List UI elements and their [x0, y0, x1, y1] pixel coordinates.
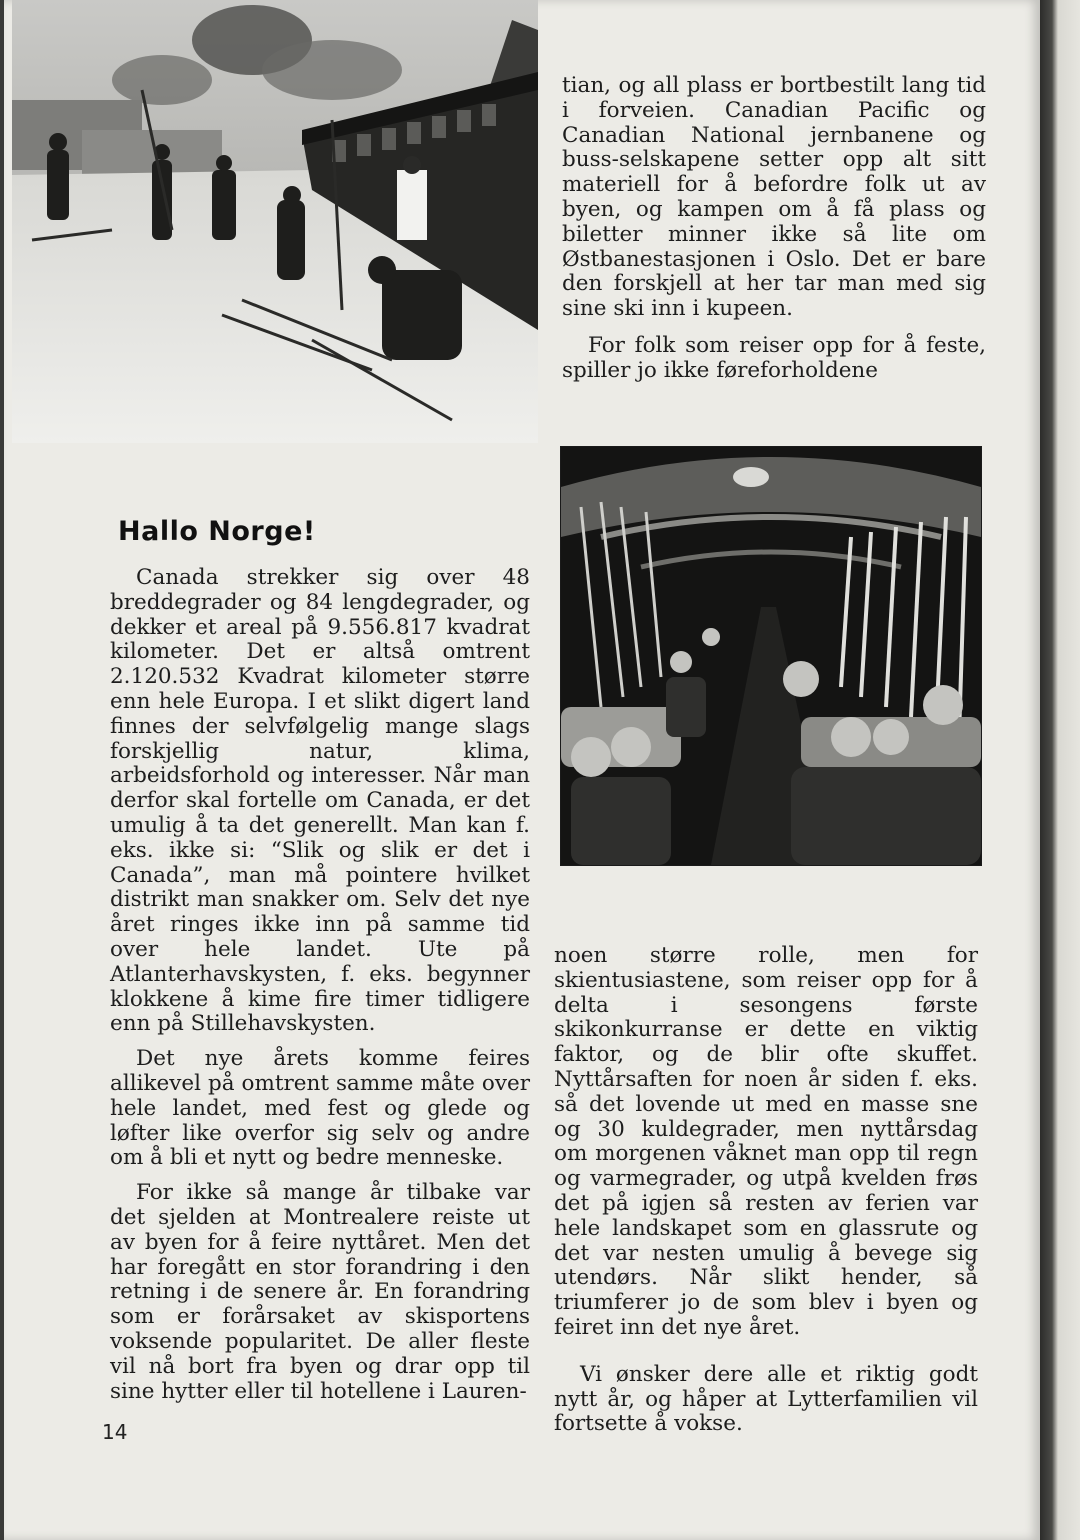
- paragraph: Det nye årets komme feires allikevel på omtrent samme måte over hele landet, med fest og glede og løfter like overfor sig selv og andre om å bli et nytt og bedre menneske.: [110, 1046, 530, 1171]
- photo-skiers-at-train-image: [12, 0, 538, 443]
- paragraph: tian, og all plass er bortbestilt lang tid i forveien. Canadian Pacific og Canadian National jernbanene og buss-selskapene setter opp alt sitt materiell for å befordre folk ut av byen, og kampen om å få plass og biletter minner ikke så lite om Østbanestasjonen i Oslo. Det er bare den forskjell at her tar man med sig sine ski inn i kupeen.: [562, 73, 986, 322]
- text-column-top-right: [562, 74, 986, 384]
- photo-skiers-at-train: [12, 0, 538, 443]
- photo-train-interior: [560, 446, 982, 866]
- article-heading: Hallo Norge!: [118, 516, 316, 547]
- paragraph: For folk som reiser opp for å feste, spiller jo ikke føreforholdene: [562, 332, 986, 383]
- photo-train-interior-image: [561, 447, 981, 865]
- text-column-bottom-right: [554, 944, 978, 1437]
- paragraph: Vi ønsker dere alle et riktig godt nytt år, og håper at Lytterfamilien vil fortsette å vokse.: [554, 1361, 978, 1437]
- paragraph: noen større rolle, men for skientusiastene, som reiser opp for å delta i sesongens første skikonkurranse er dette en viktig faktor, og de blir ofte skuffet. Nyttårsaften for noen år siden f. eks. så det lovende ut med en masse sne og 30 kuldegrader, men nyttårsdag om morgenen våknet man opp til regn og varmegrader, og utpå kvelden frøs det på igjen så resten av ferien var hele landskapet som en glassrute og det var nesten umulig å bevege sig utendørs. Når slikt hender, så triumferer jo de som blev i byen og feiret inn det nye året.: [554, 943, 978, 1340]
- paragraph: For ikke så mange år tilbake var det sjelden at Montrealere reiste ut av byen for å feire nyttåret. Men det har foregått en stor forandring i den retning i de senere år. En forandring som er forårsaket av skisportens voksende popularitet. De aller fleste vil nå bort fra byen og drar opp til sine hytter eller til hotellene i Lauren-: [110, 1180, 530, 1404]
- paragraph: Canada strekker sig over 48 breddegrader og 84 lengdegrader, og dekker et areal på 9.556.817 kvadrat kilometer. Det er altså omtrent 2.120.532 Kvadrat kilometer større enn hele Europa. I et slikt digert land finnes der selvfølgelig mange slags forskjellig natur, klima, arbeidsforhold og interesser. Når man derfor skal fortelle om Canada, er det umulig å ta det generellt. Man kan f. eks. ikke si: “Slik og slik er det i Canada”, man må pointere hvilket distrikt man snakker om. Selv det nye året ringes ikke inn på samme tid over hele landet. Ute på Atlanterhavskysten, f. eks. begynner klokkene å kime fire timer tidligere enn på Stillehavskysten.: [110, 565, 530, 1037]
- page-number: 14: [102, 1420, 128, 1444]
- adjacent-page-edge: [1040, 0, 1080, 1540]
- magazine-page: [4, 0, 1040, 1540]
- text-column-left: [110, 566, 530, 1404]
